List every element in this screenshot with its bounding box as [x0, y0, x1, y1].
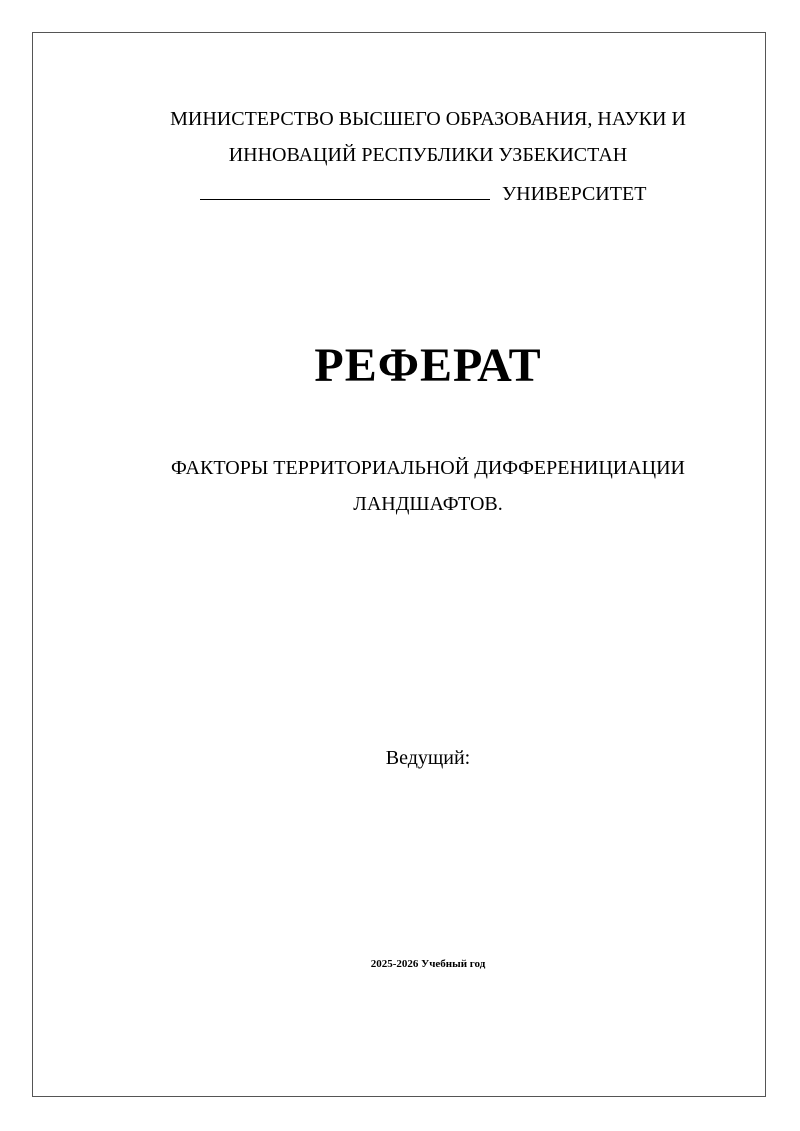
topic-line-1: ФАКТОРЫ ТЕРРИТОРИАЛЬНОЙ ДИФФЕРЕНИЦИАЦИИ — [171, 457, 685, 479]
university-name-blank — [200, 173, 490, 200]
ministry-line-1: МИНИСТЕРСТВО ВЫСШЕГО ОБРАЗОВАНИЯ, НАУКИ И — [170, 108, 686, 130]
ministry-heading — [120, 101, 736, 173]
document-type-title: РЕФЕРАТ — [314, 339, 542, 392]
academic-year: 2025-2026 Учебный год — [370, 958, 486, 970]
university-line — [200, 173, 646, 212]
university-label: УНИВЕРСИТЕТ — [502, 183, 647, 205]
supervisor-label: Ведущий: — [385, 747, 471, 769]
topic-title — [120, 450, 736, 522]
ministry-line-2: ИННОВАЦИЙ РЕСПУБЛИКИ УЗБЕКИСТАН — [228, 144, 628, 166]
topic-line-2: ЛАНДШАФТОВ. — [353, 493, 503, 515]
